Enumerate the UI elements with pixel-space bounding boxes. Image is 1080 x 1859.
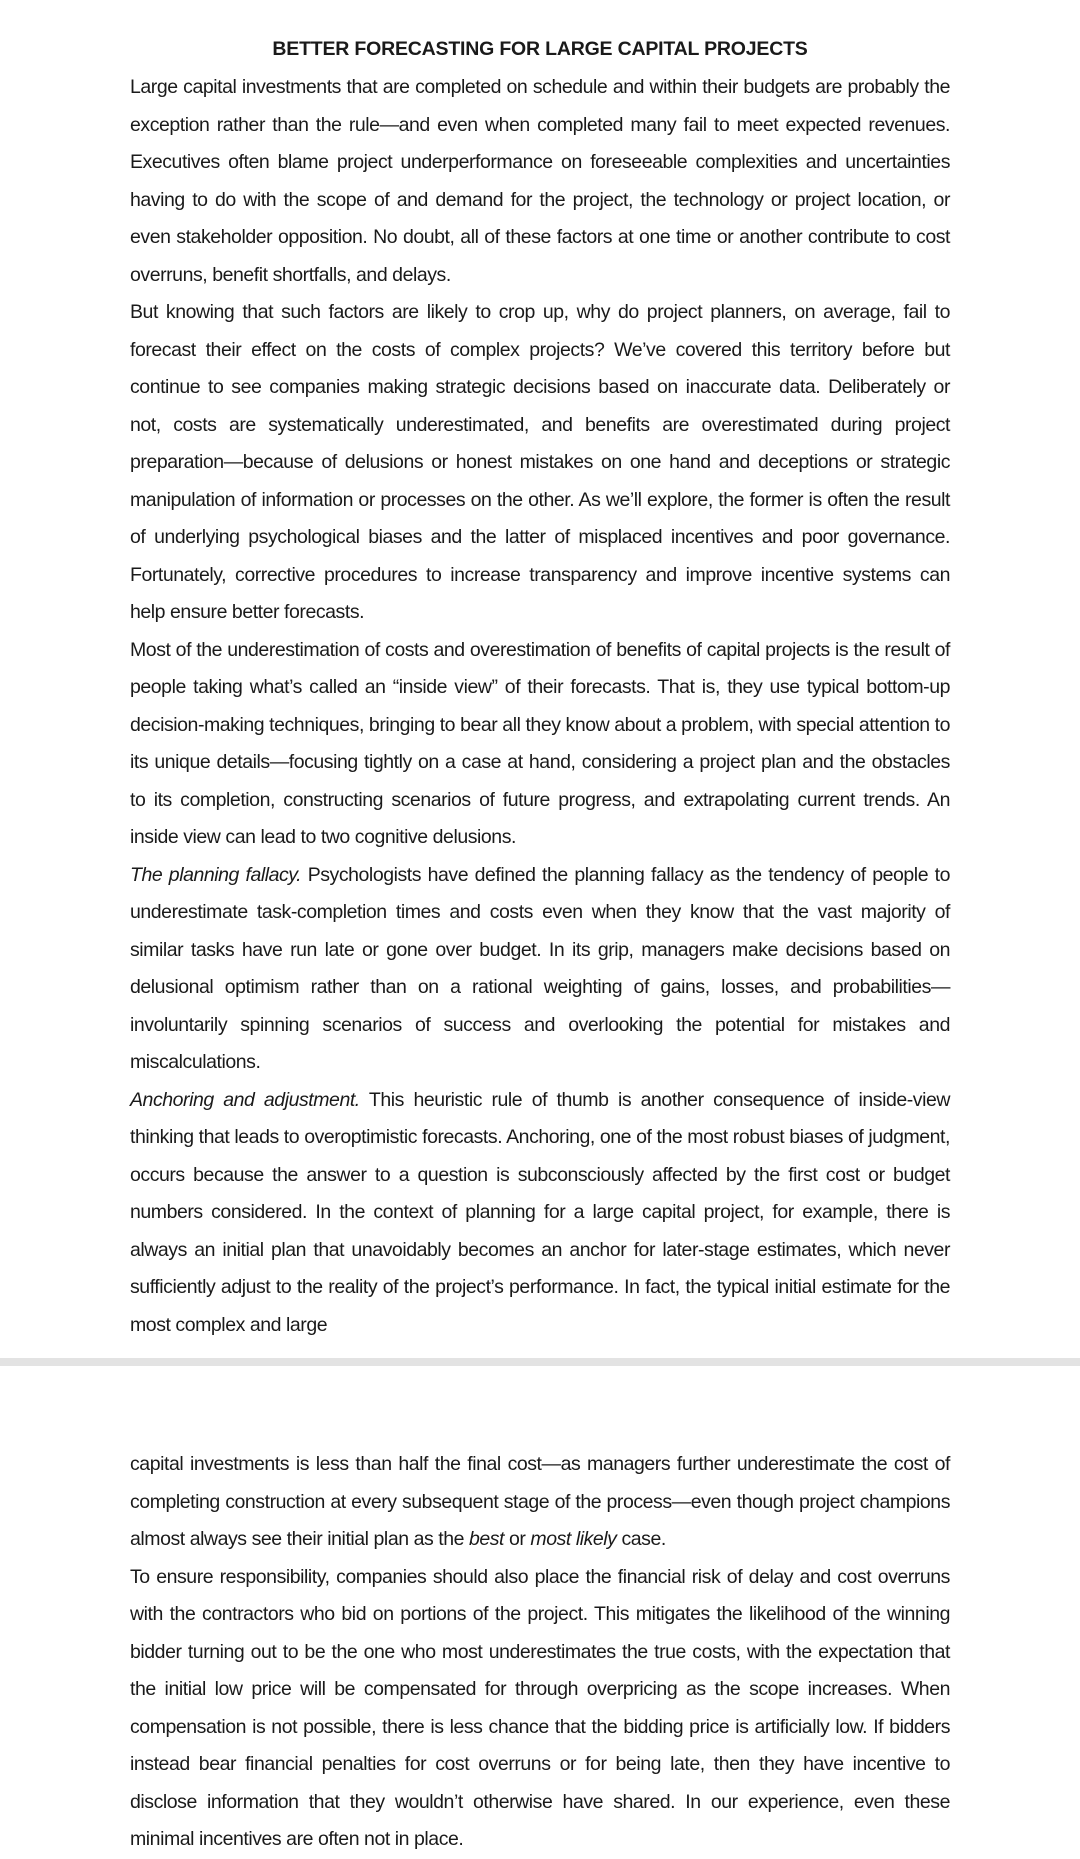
page-2-body — [130, 1446, 950, 1859]
paragraph-planning-fallacy — [130, 857, 950, 1082]
page-1-body — [130, 69, 950, 1344]
continued-text-b: case. — [616, 1528, 666, 1550]
continued-or: or — [504, 1528, 531, 1550]
document-title: BETTER FORECASTING FOR LARGE CAPITAL PROJECTS — [272, 38, 808, 60]
best-emphasis: best — [468, 1528, 505, 1550]
planning-fallacy-text: Psychologists have defined the planning fallacy as the tendency of people to underestimate task-completion times and costs even when they know that the vast majority of similar tasks have run late or gone over budget. In its grip, managers make decisions based on delusional optimism rather than on a rational weighting of gains, losses, and probabilities—involuntarily spinning scenarios of success and overlooking the potential for mistakes and miscalculations. — [130, 863, 951, 1073]
continued-text-a: capital investments is less than half the final cost—as managers further underestimate the cost of completing construction at every subsequent stage of the process—even though project champions almost always see their initial plan as the — [130, 1453, 950, 1550]
paragraph-forecast-failures: But knowing that such factors are likely to crop up, why do project planners, on average, fail to forecast their effect on the costs of complex projects? We’ve covered this territory before but continue to see companies making strategic decisions based on inaccurate data. Deliberately or not, costs are systematically underestimated, and benefits are overestimated during project preparation—because of delusions or honest mistakes on one hand and deceptions or strategic manipulation of information or processes on the other. As we’ll explore, the former is often the result of underlying psychological biases and the latter of misplaced incentives and poor governance. Fortunately, corrective procedures to increase transparency and improve incentive systems can help ensure better forecasts. — [130, 301, 950, 623]
most-likely-emphasis: most likely — [530, 1528, 617, 1550]
paragraph-anchoring — [130, 1082, 950, 1345]
page-separator — [0, 1358, 1080, 1366]
paragraph-continued — [130, 1446, 950, 1559]
anchoring-text: This heuristic rule of thumb is another consequence of inside-view thinking that leads to overoptimistic forecasts. Anchoring, one of the most robust biases of judgment, occurs because the answer to a question is subconsciously affected by the first cost or budget numbers considered. In the context of planning for a large capital project, for example, there is always an initial plan that unavoidably becomes an anchor for later-stage estimates, which never sufficiently adjust to the reality of the project’s performance. In fact, the typical initial estimate for the most complex and large — [130, 1088, 951, 1336]
paragraph-inside-view: Most of the underestimation of costs and overestimation of benefits of capital projects is the result of people taking what’s called an “inside view” of their forecasts. That is, they use typical bottom-up decision-making techniques, bringing to bear all they know about a problem, with special attention to its unique details—focusing tightly on a case at hand, considering a project plan and the obstacles to its completion, constructing scenarios of future progress, and extrapolating current trends. An inside view can lead to two cognitive delusions. — [130, 638, 950, 848]
paragraph-responsibility: To ensure responsibility, companies should also place the financial risk of delay and cost overruns with the contractors who bid on portions of the project. This mitigates the likelihood of the winning bidder turning out to be the one who most underestimates the true costs, with the expectation that the initial low price will be compensated for through overpricing as the scope increases. When compensation is not possible, there is less chance that the bidding price is artificially low. If bidders instead bear financial penalties for cost overruns or for being late, then they have incentive to disclose information that they wouldn’t otherwise have shared. In our experience, even these minimal incentives are often not in place. — [130, 1565, 950, 1850]
anchoring-heading: Anchoring and adjustment. — [130, 1088, 360, 1111]
planning-fallacy-heading: The planning fallacy. — [130, 863, 302, 886]
paragraph-intro: Large capital investments that are completed on schedule and within their budgets are probably the exception rather than the rule—and even when completed many fail to meet expected revenues. Executives often blame project underperformance on foreseeable complexities and uncertainties having to do with the scope of and demand for the project, the technology or project location, or even stakeholder opposition. No doubt, all of these factors at one time or another contribute to cost overruns, benefit shortfalls, and delays. — [130, 76, 950, 286]
